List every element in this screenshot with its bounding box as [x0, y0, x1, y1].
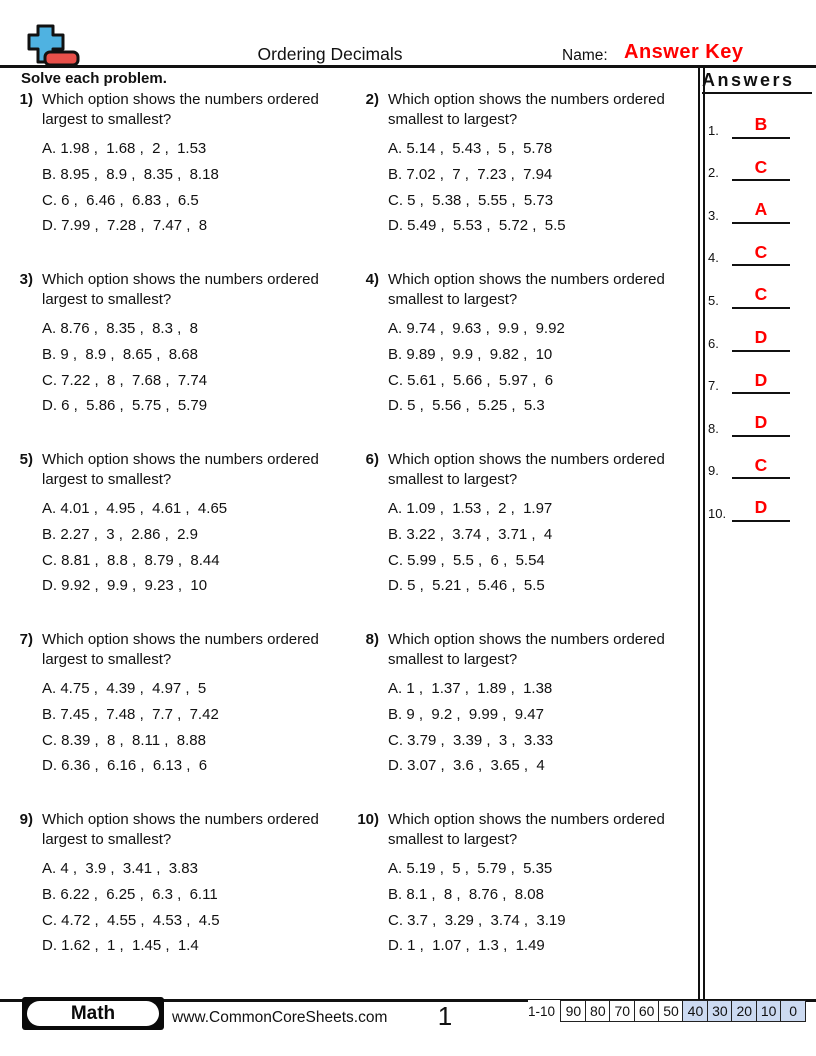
choice-a: A. 4 , 3.9 , 3.41 , 3.83 — [42, 860, 198, 877]
problem-question: Which option shows the numbers ordered largest to smallest? — [42, 271, 319, 308]
problem-question: Which option shows the numbers ordered smallest to largest? — [388, 631, 665, 668]
choice-c: C. 8.81 , 8.8 , 8.79 , 8.44 — [42, 551, 220, 569]
choice-a: A. 1.09 , 1.53 , 2 , 1.97 — [388, 500, 553, 517]
problem-number: 9) — [19, 811, 33, 828]
answer-blank — [732, 414, 790, 437]
problem — [346, 810, 698, 990]
answer-item — [702, 479, 815, 522]
score-cells — [562, 1000, 806, 1022]
choice-list — [42, 136, 340, 239]
answer-blank — [732, 116, 790, 139]
answer-item — [702, 96, 815, 139]
problem-body — [42, 810, 340, 990]
problem-number: 3) — [19, 271, 33, 288]
choice-d: D. 5.49 , 5.53 , 5.72 , 5.5 — [388, 217, 566, 235]
problem-body — [388, 270, 686, 450]
answer-number: 3. — [708, 207, 719, 223]
answer-number: 6. — [708, 335, 719, 351]
choice-d: D. 5 , 5.56 , 5.25 , 5.3 — [388, 397, 545, 415]
answer-number: 10. — [708, 505, 727, 521]
choice-b: B. 7.02 , 7 , 7.23 , 7.94 — [388, 165, 553, 183]
score-cell: 90 — [560, 1000, 586, 1022]
score-bar — [528, 1000, 806, 1022]
choice-a: A. 4.75 , 4.39 , 4.97 , 5 — [42, 680, 207, 697]
plus-minus-logo-icon — [27, 24, 81, 69]
choice-list — [388, 856, 686, 959]
answers-title: Answers — [702, 70, 812, 94]
problem — [0, 270, 346, 450]
answer-blank — [732, 201, 790, 224]
choice-c: C. 3.79 , 3.39 , 3 , 3.33 — [388, 731, 554, 749]
problem — [346, 630, 698, 810]
choice-d: D. 6 , 5.86 , 5.75 , 5.79 — [42, 397, 208, 415]
problem — [0, 630, 346, 810]
page-number: 1 — [437, 1001, 453, 1031]
choice-d: D. 9.92 , 9.9 , 9.23 , 10 — [42, 577, 208, 595]
answer-item — [702, 181, 815, 224]
answer-letter: C — [754, 454, 768, 475]
choice-b: B. 9 , 8.9 , 8.65 , 8.68 — [42, 345, 198, 363]
answer-letter: D — [754, 497, 768, 518]
answer-item — [702, 266, 815, 309]
answers-list — [702, 96, 815, 522]
choice-a: A. 1.98 , 1.68 , 2 , 1.53 — [42, 140, 207, 157]
choice-c: C. 7.22 , 8 , 7.68 , 7.74 — [42, 371, 208, 389]
problem-question: Which option shows the numbers ordered largest to smallest? — [42, 631, 319, 668]
choice-a: A. 9.74 , 9.63 , 9.9 , 9.92 — [388, 320, 565, 337]
problem-body — [42, 90, 340, 270]
answer-letter: D — [754, 412, 768, 433]
score-cell: 80 — [585, 1000, 611, 1022]
choice-d: D. 3.07 , 3.6 , 3.65 , 4 — [388, 757, 545, 775]
choice-c: C. 4.72 , 4.55 , 4.53 , 4.5 — [42, 911, 220, 929]
choice-c: C. 8.39 , 8 , 8.11 , 8.88 — [42, 731, 206, 749]
choice-c: C. 5.61 , 5.66 , 5.97 , 6 — [388, 371, 554, 389]
instruction-text: Solve each problem. — [21, 70, 167, 87]
choice-b: B. 8.1 , 8 , 8.76 , 8.08 — [388, 885, 544, 903]
answer-number: 5. — [708, 292, 719, 308]
problem-number: 8) — [365, 631, 379, 648]
problem-question: Which option shows the numbers ordered largest to smallest? — [42, 811, 319, 848]
problem — [346, 450, 698, 630]
answer-blank — [732, 369, 790, 395]
problem-number: 1) — [19, 91, 33, 108]
score-cell: 20 — [731, 1000, 757, 1022]
problem-body — [42, 270, 340, 450]
answer-number: 1. — [708, 122, 719, 138]
problem-number: 5) — [19, 451, 33, 468]
score-cell: 30 — [707, 1000, 733, 1022]
problem-body — [388, 810, 686, 990]
answer-item — [702, 437, 815, 480]
choice-list — [388, 496, 686, 599]
answer-item — [702, 352, 815, 395]
answer-key-label: Answer Key — [624, 41, 744, 63]
problem-question: Which option shows the numbers ordered largest to smallest? — [42, 91, 319, 128]
answer-item — [702, 309, 815, 352]
answer-letter: A — [754, 199, 768, 220]
problem-number: 2) — [365, 91, 379, 108]
name-label: Name: — [562, 47, 608, 64]
answer-item — [702, 139, 815, 182]
problem — [346, 90, 698, 270]
answer-letter: C — [754, 241, 768, 262]
problem-number: 7) — [19, 631, 33, 648]
choice-c: C. 6 , 6.46 , 6.83 , 6.5 — [42, 191, 199, 209]
answer-blank — [732, 241, 790, 267]
problem — [0, 90, 346, 270]
choice-c: C. 5 , 5.38 , 5.55 , 5.73 — [388, 191, 554, 209]
choice-b: B. 3.22 , 3.74 , 3.71 , 4 — [388, 525, 553, 543]
answer-letter: B — [754, 114, 768, 135]
choice-a: A. 4.01 , 4.95 , 4.61 , 4.65 — [42, 500, 228, 517]
answer-letter: C — [754, 284, 768, 305]
problem — [0, 810, 346, 990]
header-rule — [0, 65, 816, 68]
website-url: www.CommonCoreSheets.com — [172, 1009, 388, 1026]
subject-badge — [22, 997, 164, 1030]
answer-blank — [732, 286, 790, 309]
choice-d: D. 5 , 5.21 , 5.46 , 5.5 — [388, 577, 545, 595]
answer-number: 7. — [708, 378, 719, 394]
score-cell: 0 — [780, 1000, 806, 1022]
problem-body — [388, 450, 686, 630]
score-cell: 60 — [634, 1000, 660, 1022]
choice-b: B. 6.22 , 6.25 , 6.3 , 6.11 — [42, 885, 218, 903]
choice-b: B. 2.27 , 3 , 2.86 , 2.9 — [42, 525, 198, 543]
answer-number: 9. — [708, 463, 719, 479]
choice-b: B. 9 , 9.2 , 9.99 , 9.47 — [388, 705, 544, 723]
problem-number: 4) — [365, 271, 379, 288]
choice-d: D. 1 , 1.07 , 1.3 , 1.49 — [388, 937, 545, 955]
answer-letter: D — [754, 369, 768, 390]
problem-body — [388, 90, 686, 270]
problem-body — [42, 630, 340, 810]
problem-question: Which option shows the numbers ordered smallest to largest? — [388, 91, 665, 128]
answer-letter: D — [754, 327, 768, 348]
problem-question: Which option shows the numbers ordered largest to smallest? — [42, 451, 319, 488]
score-cell: 70 — [609, 1000, 635, 1022]
answer-item — [702, 224, 815, 267]
choice-list — [42, 676, 340, 779]
answer-blank — [732, 454, 790, 480]
choice-c: C. 5.99 , 5.5 , 6 , 5.54 — [388, 551, 545, 569]
choice-a: A. 5.14 , 5.43 , 5 , 5.78 — [388, 140, 553, 157]
problems-grid — [0, 90, 698, 990]
choice-d: D. 6.36 , 6.16 , 6.13 , 6 — [42, 757, 208, 775]
choice-d: D. 7.99 , 7.28 , 7.47 , 8 — [42, 217, 208, 235]
choice-list — [388, 676, 686, 779]
choice-list — [388, 316, 686, 419]
problem — [0, 450, 346, 630]
problem — [346, 270, 698, 450]
answer-letter: C — [754, 156, 768, 177]
problem-body — [42, 450, 340, 630]
answer-number: 8. — [708, 420, 719, 436]
choice-a: A. 5.19 , 5 , 5.79 , 5.35 — [388, 860, 553, 877]
problem-body — [388, 630, 686, 810]
page-title: Ordering Decimals — [257, 44, 403, 64]
choice-b: B. 9.89 , 9.9 , 9.82 , 10 — [388, 345, 553, 363]
answer-blank — [732, 156, 790, 182]
choice-a: A. 1 , 1.37 , 1.89 , 1.38 — [388, 680, 553, 697]
score-cell: 50 — [658, 1000, 684, 1022]
choice-list — [42, 856, 340, 959]
answer-blank — [732, 329, 790, 352]
problem-question: Which option shows the numbers ordered smallest to largest? — [388, 271, 665, 308]
choice-list — [42, 316, 340, 419]
answer-number: 4. — [708, 250, 719, 266]
score-cell: 10 — [756, 1000, 782, 1022]
problem-number: 6) — [365, 451, 379, 468]
answer-item — [702, 394, 815, 437]
choice-list — [42, 496, 340, 599]
subject-badge-label: Math — [27, 1001, 159, 1026]
choice-b: B. 8.95 , 8.9 , 8.35 , 8.18 — [42, 165, 219, 183]
answer-number: 2. — [708, 165, 719, 181]
choice-a: A. 8.76 , 8.35 , 8.3 , 8 — [42, 320, 198, 337]
choice-b: B. 7.45 , 7.48 , 7.7 , 7.42 — [42, 705, 219, 723]
choice-list — [388, 136, 686, 239]
score-cell: 40 — [682, 1000, 708, 1022]
problem-number: 10) — [357, 811, 379, 828]
problem-question: Which option shows the numbers ordered smallest to largest? — [388, 451, 665, 488]
choice-d: D. 1.62 , 1 , 1.45 , 1.4 — [42, 937, 199, 955]
choice-c: C. 3.7 , 3.29 , 3.74 , 3.19 — [388, 911, 566, 929]
problem-question: Which option shows the numbers ordered smallest to largest? — [388, 811, 665, 848]
logo-minus-shape — [45, 52, 78, 65]
score-range-label: 1-10 — [528, 1003, 556, 1019]
answer-blank — [732, 499, 790, 522]
